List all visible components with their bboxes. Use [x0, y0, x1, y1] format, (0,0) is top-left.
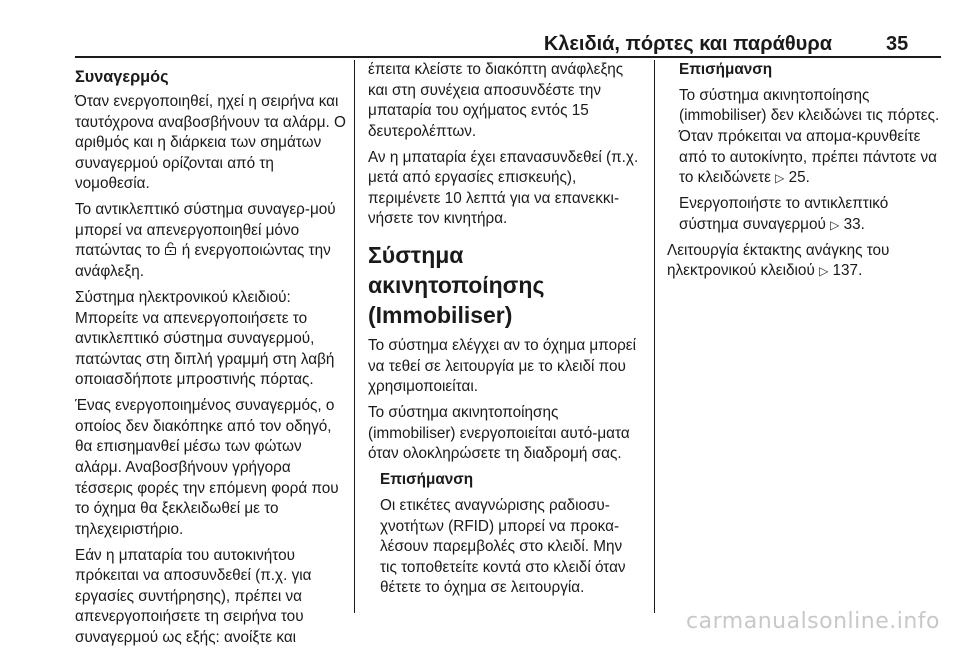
rfid-note-title: Επισήμανση [380, 471, 474, 489]
lock-note-text [679, 86, 942, 189]
immobiliser-paragraph-2: Το σύστημα ακινητοποίησης (immobiliser) ενεργοποιείται αυτό-ματα όταν ολοκληρώσετε τη διαδρομή σας. [368, 404, 630, 463]
battery-paragraph-2: Αν η μπαταρία έχει επανασυνδεθεί (π.χ. μετά από εργασίες επισκευής), περιμένετε 10 λεπτά για να επανεκκι-νήσετε τον κινητήρα. [368, 148, 639, 228]
page-number: 35 [886, 33, 909, 55]
alarm-heading: Συναγερμός [75, 68, 169, 86]
lock-note-body: Το σύστημα ακινητοποίησης (immobiliser) δεν κλειδώνει τις πόρτες. Όταν πρόκειται να απομα-κρυνθείτε από το αυτοκίνητο, πρέπει πάντοτε να το κλειδώνετε [679, 86, 940, 187]
page-ref-25[interactable]: 25. [788, 169, 810, 187]
page-ref-33[interactable]: 33. [843, 215, 865, 233]
alarm-paragraph-2-text-b: ή ενεργοποιώντας την ανάφλεξη. [75, 242, 331, 281]
column-3 [667, 60, 942, 612]
unlock-icon [164, 241, 177, 262]
lock-note [667, 60, 942, 235]
rfid-note-text: Οι ετικέτες αναγνώρισης ραδιοσυ-χνοτήτων (RFID) μπορεί να προκα-λέσουν παρεμβολές στο κλειδί. Μην τις τοποθετείτε κοντά στο κλειδί όταν θέτετε το όχημα σε λειτουργία. [380, 497, 626, 597]
column-divider-1 [354, 60, 355, 613]
activate-alarm-body: Ενεργοποιήστε το αντικλεπτικό σύστημα συναγερμού [679, 195, 889, 233]
immobiliser-heading: Σύστημα ακινητοποίησης (Immobiliser) [368, 242, 545, 329]
emergency-mode-text [667, 241, 942, 282]
alarm-paragraph-5: Εάν η μπαταρία του αυτοκινήτου πρόκειται να αποσυνδεθεί (π.χ. για εργασίες συντήρησης), πρέπει να απενεργοποιήσετε τη σειρήνα του συναγερμού ως εξής: ανοίξτε και [75, 546, 312, 647]
alarm-paragraph-2 [75, 200, 347, 282]
column-2 [368, 60, 640, 612]
page-ref-arrow-icon: ▷ [775, 171, 785, 186]
battery-paragraph-1: έπειτα κλείστε το διακόπτη ανάφλεξης και στη συνέχεια αποσυνδέστε την μπαταρία του οχήματος εντός 15 δευτερολέπτων. [368, 61, 624, 140]
emergency-mode-body: Λειτουργία έκτακτης ανάγκης του ηλεκτρονικού κλειδιού [667, 241, 890, 280]
immobiliser-paragraph-1: Το σύστημα ελέγχει αν το όχημα μπορεί να τεθεί σε λειτουργία με το κλειδί που χρησιμοποιείται. [368, 337, 637, 396]
alarm-paragraph-2-text-a: Το αντικλεπτικό σύστημα συναγερ-μού μπορεί να απενεργοποιηθεί μόνο πατώντας το [75, 201, 336, 260]
page-ref-arrow-icon: ▷ [830, 217, 840, 232]
page-ref-137[interactable]: 137. [832, 262, 863, 280]
lock-note-title: Επισήμανση [679, 61, 773, 78]
alarm-paragraph-4: Ένας ενεργοποιημένος συναγερμός, ο οποίος δεν διακόπηκε από τον οδηγό, θα επισημανθεί μέσω των φώτων αλάρμ. Αναβοσβήνουν γρήγορα τέσσερις φορές την επόμενη φορά που το όχημα θα ξεκλειδωθεί με το τηλεχειριστήριο. [75, 397, 339, 538]
header-divider [75, 56, 941, 58]
alarm-paragraph-3: Σύστημα ηλεκτρονικού κλειδιού: Μπορείτε να απενεργοποιήσετε το αντικλεπτικό σύστημα συναγερμού, πατώντας στη διπλή γραμμή στη λαβή οποιασδήποτε μπροστινής πόρτας. [75, 288, 335, 389]
rfid-note [368, 470, 640, 599]
activate-alarm-text [679, 194, 942, 235]
page-ref-arrow-icon: ▷ [819, 264, 829, 279]
column-1 [75, 60, 347, 647]
alarm-paragraph-1: Όταν ενεργοποιηθεί, ηχεί η σειρήνα και ταυτόχρονα αναβοσβήνουν τα αλάρμ. Ο αριθμός και η διάρκεια των σημάτων συναγερμού ορίζονται από τη νομοθεσία. [75, 93, 346, 193]
watermark: carmanualsonline.info [686, 609, 940, 634]
column-divider-2 [654, 60, 655, 613]
section-title: Κλειδιά, πόρτες και παράθυρα [543, 33, 832, 55]
